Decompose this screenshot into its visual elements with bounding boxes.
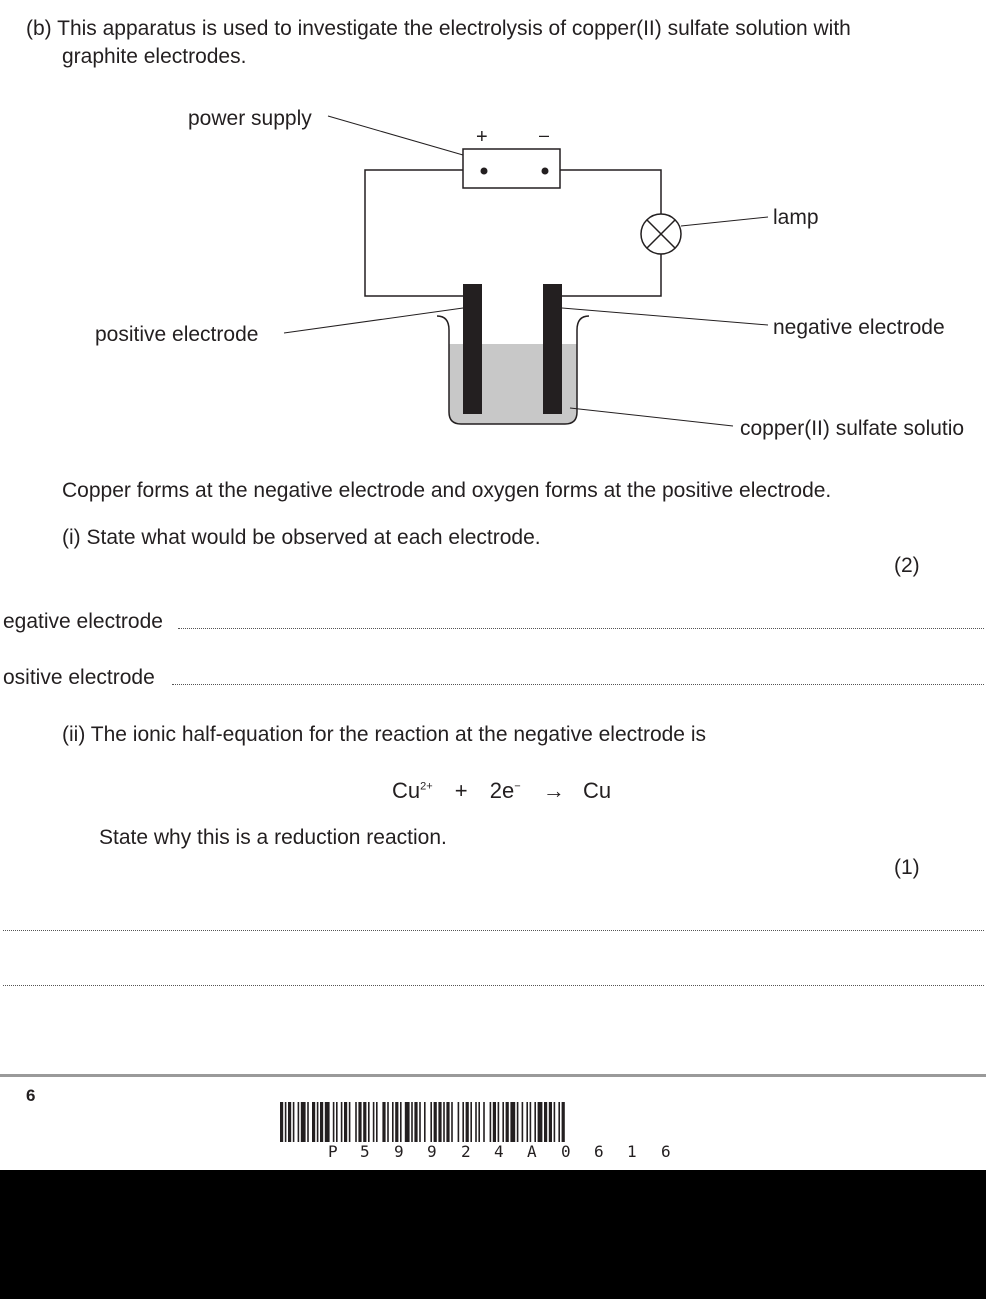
barcode-bar: [382, 1102, 385, 1142]
barcode-bar: [392, 1102, 394, 1142]
barcode-bar: [333, 1102, 335, 1142]
barcode-bar: [298, 1102, 300, 1142]
part-b-intro-line2: graphite electrodes.: [62, 45, 247, 68]
lamp-label: lamp: [773, 206, 819, 229]
lamp-cross-icon: [641, 214, 681, 254]
footer-divider: [0, 1074, 986, 1077]
barcode-bar: [558, 1102, 560, 1142]
positive-terminal: [481, 168, 488, 175]
barcode-bar: [562, 1102, 565, 1142]
barcode-bar: [470, 1102, 472, 1142]
barcode-bar: [534, 1102, 536, 1142]
barcode-bar: [549, 1102, 552, 1142]
positive-electrode-leader: [284, 308, 463, 333]
barcode-bar: [493, 1102, 496, 1142]
barcode-bar: [368, 1102, 370, 1142]
barcode-bar: [502, 1102, 504, 1142]
barcode-char: A: [527, 1142, 537, 1161]
barcode-bar: [325, 1102, 330, 1142]
electrons: 2e: [489, 778, 515, 803]
barcode-bar: [414, 1102, 417, 1142]
barcode-bar: [478, 1102, 480, 1142]
barcode-bar: [517, 1102, 519, 1142]
barcode-bar: [538, 1102, 543, 1142]
barcode-bar: [358, 1102, 361, 1142]
barcode-bar: [312, 1102, 315, 1142]
barcode-bar: [336, 1102, 338, 1142]
barcode-bar: [355, 1102, 357, 1142]
barcode-bar: [411, 1102, 413, 1142]
equation-plus: +: [454, 778, 468, 803]
barcode-bar: [341, 1102, 343, 1142]
barcode-bar: [490, 1102, 492, 1142]
wire-right-top: [560, 170, 661, 214]
barcode-bar: [301, 1102, 306, 1142]
barcode-bar: [530, 1102, 532, 1142]
barcode-bar: [320, 1102, 323, 1142]
negative-graphite-electrode: [543, 284, 562, 414]
barcode: [280, 1102, 716, 1142]
barcode-bar: [288, 1102, 291, 1142]
barcode-char: 5: [360, 1142, 370, 1161]
barcode-char: 9: [394, 1142, 404, 1161]
lamp-leader: [681, 217, 768, 226]
barcode-bar: [522, 1102, 524, 1142]
negative-electrode-label: negative electrode: [773, 316, 945, 339]
negative-electrode-answer-line[interactable]: [178, 628, 984, 629]
negative-electrode-answer-label: egative electrode: [3, 610, 163, 633]
barcode-bar: [434, 1102, 437, 1142]
wire-right-bottom: [560, 254, 661, 296]
part-ii-question: (ii) The ionic half-equation for the reaction at the negative electrode is: [62, 723, 706, 746]
statement-text: Copper forms at the negative electrode and oxygen forms at the positive electrode.: [62, 479, 832, 502]
part-i-marks: (2): [894, 554, 920, 577]
product-copper: Cu: [582, 778, 612, 803]
power-supply-label: power supply: [188, 107, 312, 130]
reactant-copper-ion: Cu: [392, 778, 421, 803]
wire-left: [365, 170, 463, 296]
barcode-bar: [526, 1102, 528, 1142]
barcode-bar: [458, 1102, 460, 1142]
barcode-bar: [419, 1102, 421, 1142]
barcode-bar: [438, 1102, 441, 1142]
barcode-bar: [285, 1102, 287, 1142]
barcode-bar: [373, 1102, 375, 1142]
barcode-char: 2: [461, 1142, 471, 1161]
barcode-bar: [430, 1102, 432, 1142]
positive-electrode-label: positive electrode: [95, 323, 259, 346]
barcode-bar: [395, 1102, 398, 1142]
barcode-bar: [443, 1102, 445, 1142]
plus-sign: +: [476, 126, 488, 148]
barcode-bar: [376, 1102, 378, 1142]
reaction-arrow: →: [542, 778, 565, 803]
barcode-char: 4: [494, 1142, 504, 1161]
barcode-bar: [446, 1102, 449, 1142]
barcode-bar: [293, 1102, 295, 1142]
barcode-char: 6: [661, 1142, 671, 1161]
barcode-bar: [344, 1102, 347, 1142]
solution-label: copper(II) sulfate solutio: [740, 417, 965, 440]
barcode-bar: [307, 1102, 309, 1142]
barcode-bar: [544, 1102, 547, 1142]
half-equation: [392, 778, 611, 804]
barcode-bar: [280, 1102, 283, 1142]
barcode-bar: [317, 1102, 319, 1142]
barcode-bar: [349, 1102, 351, 1142]
positive-graphite-electrode: [463, 284, 482, 414]
barcode-bar: [405, 1102, 410, 1142]
copper-ion-charge: 2+: [420, 780, 433, 793]
part-ii-answer-line-1[interactable]: [3, 930, 984, 931]
part-b-intro-line1: (b) This apparatus is used to investigate the electrolysis of copper(II) sulfate solution with: [26, 17, 851, 40]
part-i-question: (i) State what would be observed at each electrode.: [62, 526, 541, 549]
barcode-bar: [498, 1102, 500, 1142]
electron-charge: −: [514, 780, 521, 793]
page-number: 6: [26, 1086, 36, 1105]
barcode-char: 9: [427, 1142, 437, 1161]
barcode-bar: [363, 1102, 366, 1142]
negative-terminal: [542, 168, 549, 175]
barcode-bar: [483, 1102, 485, 1142]
barcode-char: 1: [627, 1142, 637, 1161]
barcode-bar: [510, 1102, 515, 1142]
minus-sign: –: [539, 125, 550, 145]
barcode-bar: [387, 1102, 389, 1142]
power-supply-leader: [328, 116, 463, 155]
part-ii-prompt: State why this is a reduction reaction.: [99, 826, 447, 849]
barcode-char: P: [328, 1142, 338, 1161]
barcode-bar: [506, 1102, 509, 1142]
barcode-bar: [554, 1102, 556, 1142]
barcode-char: 6: [594, 1142, 604, 1161]
positive-electrode-answer-line[interactable]: [172, 684, 984, 685]
electrolysis-diagram: [0, 0, 986, 470]
positive-electrode-answer-label: ositive electrode: [3, 666, 155, 689]
part-ii-answer-line-2[interactable]: [3, 985, 984, 986]
barcode-bar: [400, 1102, 402, 1142]
barcode-bar: [466, 1102, 469, 1142]
part-ii-marks: (1): [894, 856, 920, 879]
barcode-bar: [462, 1102, 464, 1142]
barcode-bar: [451, 1102, 453, 1142]
barcode-bar: [475, 1102, 477, 1142]
negative-electrode-leader: [562, 308, 768, 325]
solution-leader: [570, 408, 733, 426]
barcode-char: 0: [561, 1142, 571, 1161]
barcode-bar: [424, 1102, 426, 1142]
